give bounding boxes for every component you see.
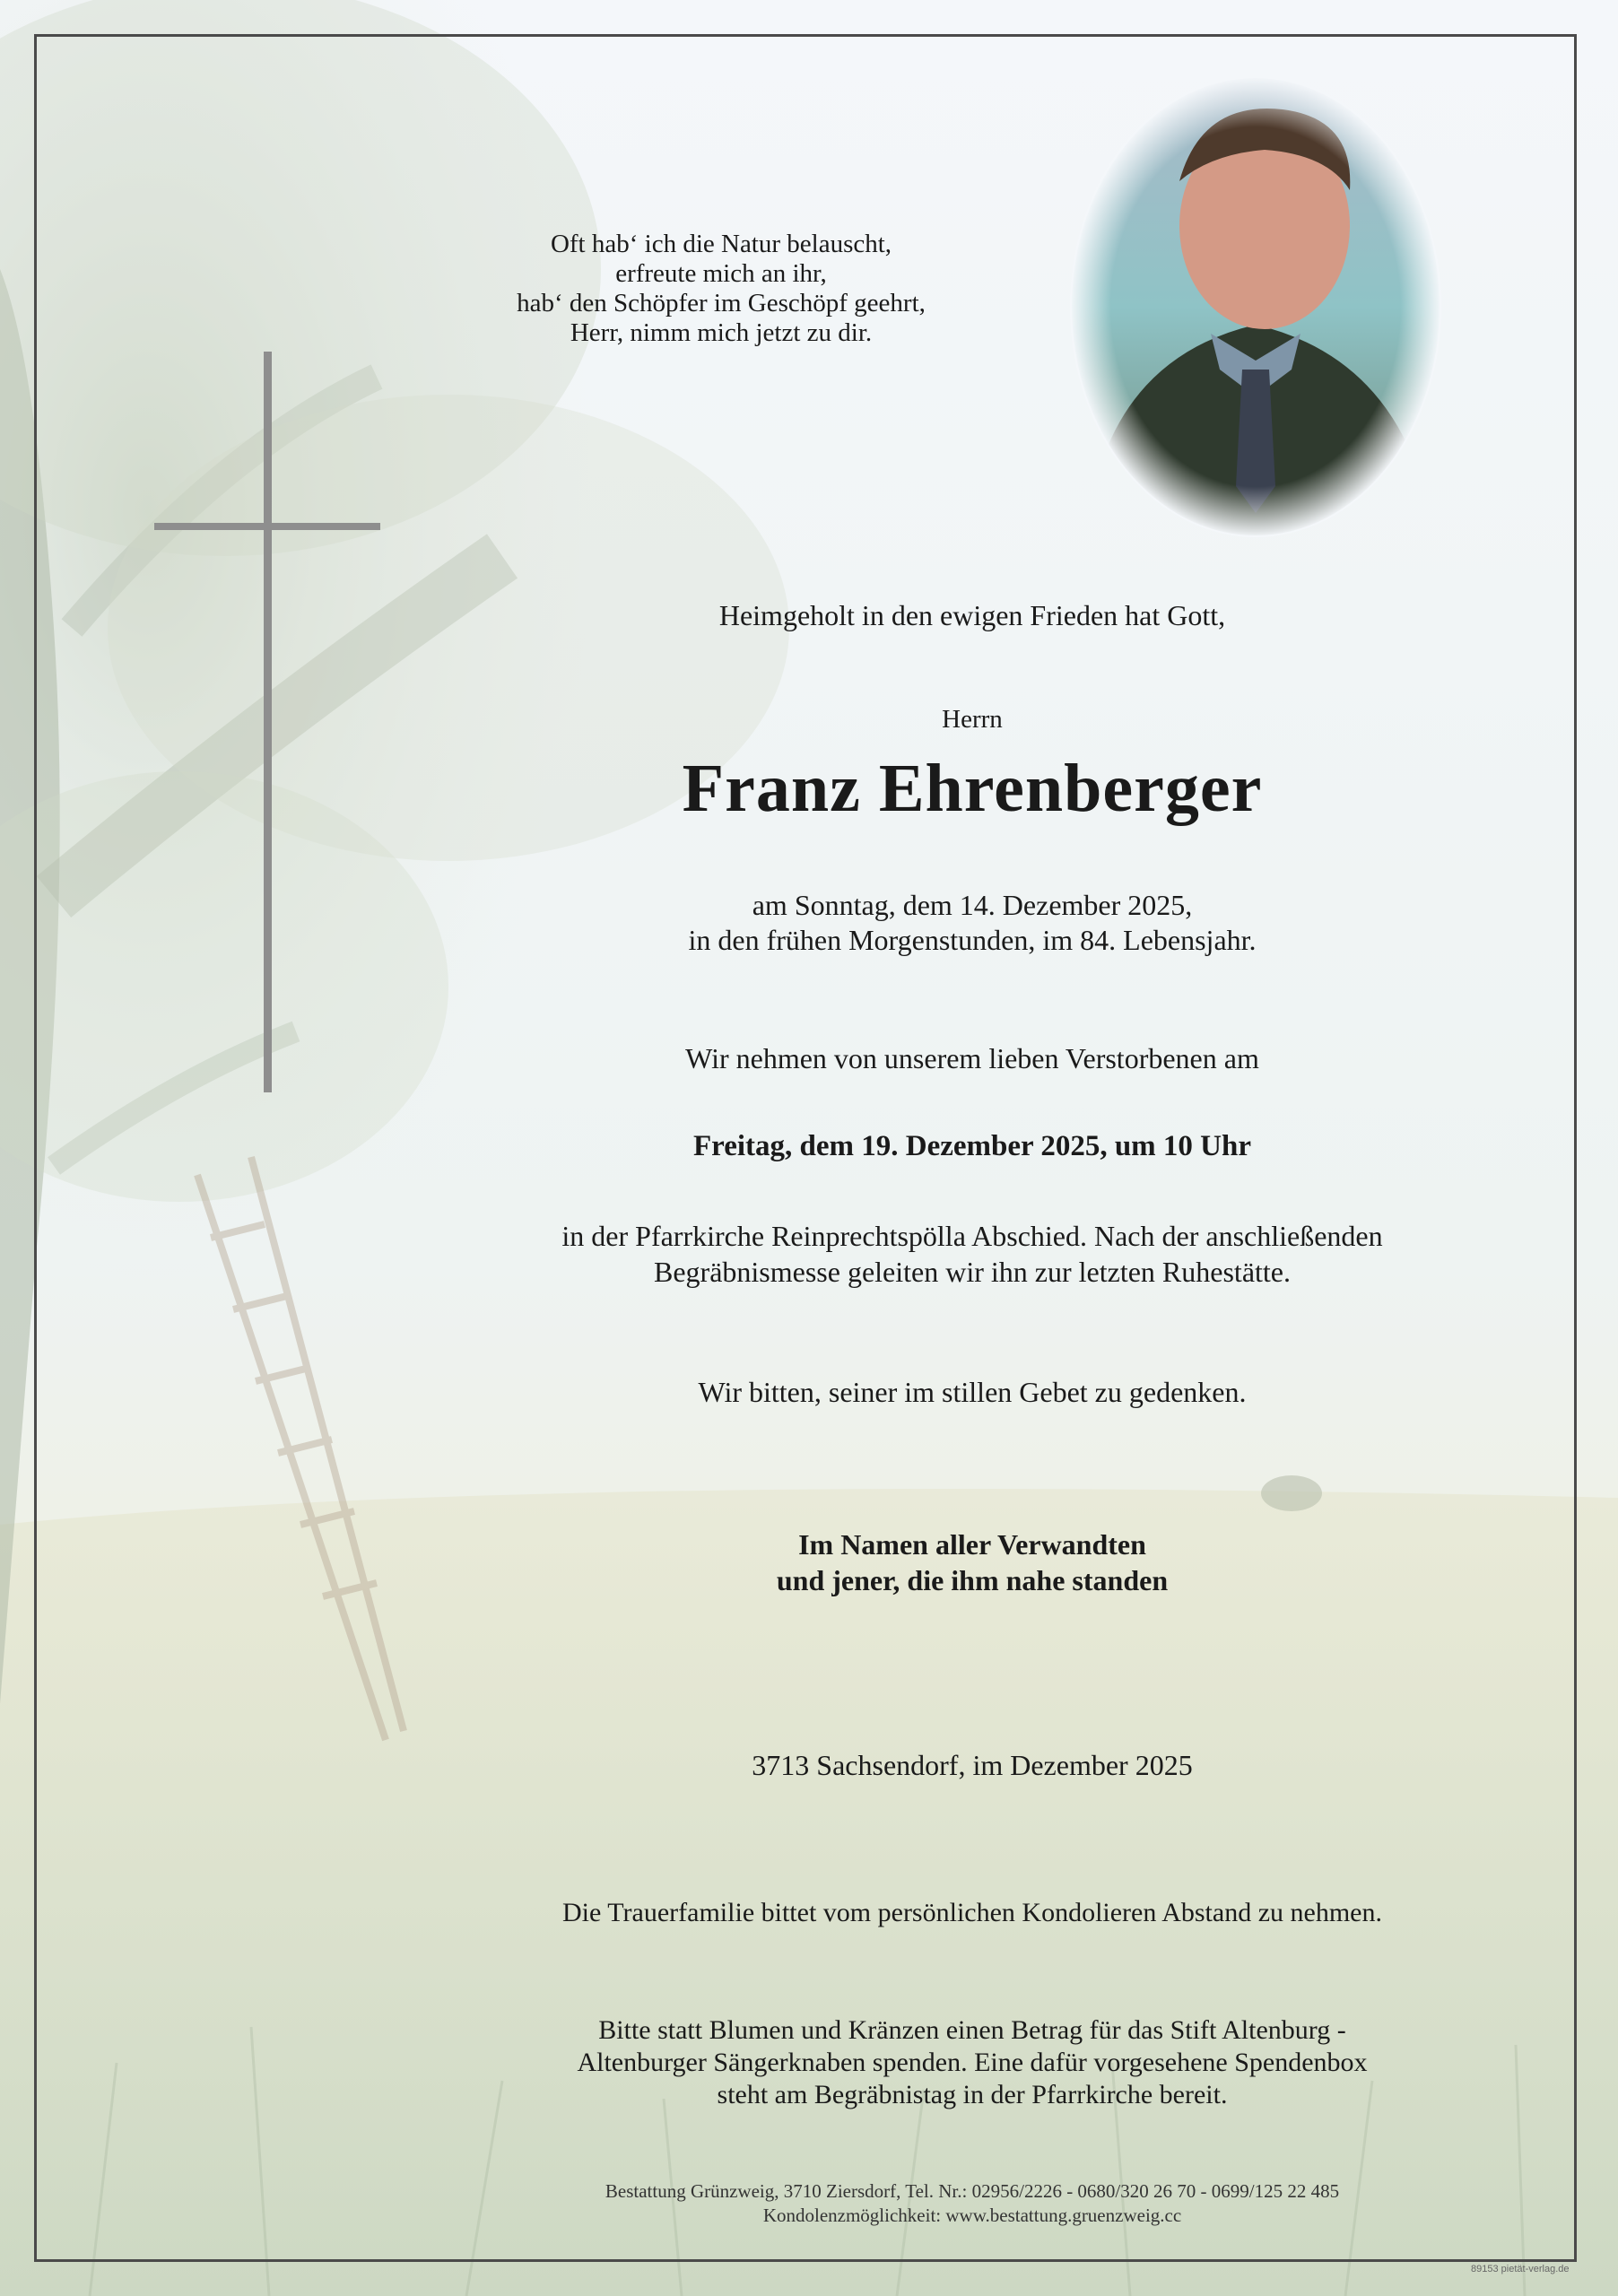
death-details	[524, 888, 1421, 958]
poem-line: erfreute mich an ihr,	[615, 259, 827, 288]
family-line: Im Namen aller Verwandten	[798, 1528, 1146, 1561]
title-prefix: Herrn	[942, 705, 1003, 734]
memorial-poem	[488, 230, 954, 348]
church-line: Begräbnismesse geleiten wir ihn zur letzten Ruhestätte.	[654, 1256, 1291, 1288]
place-date: 3713 Sachsendorf, im Dezember 2025	[752, 1749, 1193, 1781]
church-details	[434, 1218, 1510, 1290]
portrait-photo	[1067, 74, 1444, 540]
donation-note	[434, 2014, 1510, 2111]
footer-contact-line: Bestattung Grünzweig, 3710 Ziersdorf, Tel. Nr.: 02956/2226 - 0680/320 26 70 - 0699/125 22 485	[605, 2180, 1340, 2202]
donation-line: steht am Begräbnistag in der Pfarrkirche bereit.	[717, 2080, 1228, 2109]
donation-line: Altenburger Sängerknaben spenden. Eine dafür vorgesehene Spendenbox	[577, 2048, 1368, 2077]
donation-line: Bitte statt Blumen und Kränzen einen Betrag für das Stift Altenburg -	[598, 2015, 1346, 2045]
family-line: und jener, die ihm nahe standen	[776, 1564, 1169, 1596]
condolence-note: Die Trauerfamilie bittet vom persönlichen Kondolieren Abstand zu nehmen.	[562, 1898, 1382, 1927]
family-signature	[613, 1526, 1331, 1598]
funeral-home-footer	[434, 2179, 1510, 2228]
death-date-line: am Sonntag, dem 14. Dezember 2025,	[752, 889, 1193, 921]
prayer-request: Wir bitten, seiner im stillen Gebet zu gedenken.	[698, 1376, 1247, 1408]
service-date: Freitag, dem 19. Dezember 2025, um 10 Uhr	[693, 1130, 1251, 1162]
print-number: 89153	[1471, 2264, 1499, 2274]
cross-icon-bar	[154, 523, 380, 530]
death-age-line: in den frühen Morgenstunden, im 84. Lebensjahr.	[688, 924, 1257, 956]
cross-icon	[264, 352, 272, 1092]
print-code	[1471, 2264, 1569, 2274]
poem-line: hab‘ den Schöpfer im Geschöpf geehrt,	[517, 289, 926, 317]
church-line: in der Pfarrkirche Reinprechtspölla Abschied. Nach der anschließenden	[561, 1220, 1383, 1252]
intro-text: Heimgeholt in den ewigen Frieden hat Gott,	[718, 599, 1226, 631]
poem-line: Herr, nimm mich jetzt zu dir.	[570, 318, 873, 347]
footer-website-line[interactable]: Kondolenzmöglichkeit: www.bestattung.gruenzweig.cc	[762, 2205, 1182, 2226]
poem-line: Oft hab‘ ich die Natur belauscht,	[550, 230, 892, 258]
farewell-text: Wir nehmen von unserem lieben Verstorbenen am	[685, 1042, 1259, 1074]
publisher-mark: pietät-verlag.de	[1501, 2264, 1570, 2274]
deceased-name: Franz Ehrenberger	[682, 751, 1263, 826]
